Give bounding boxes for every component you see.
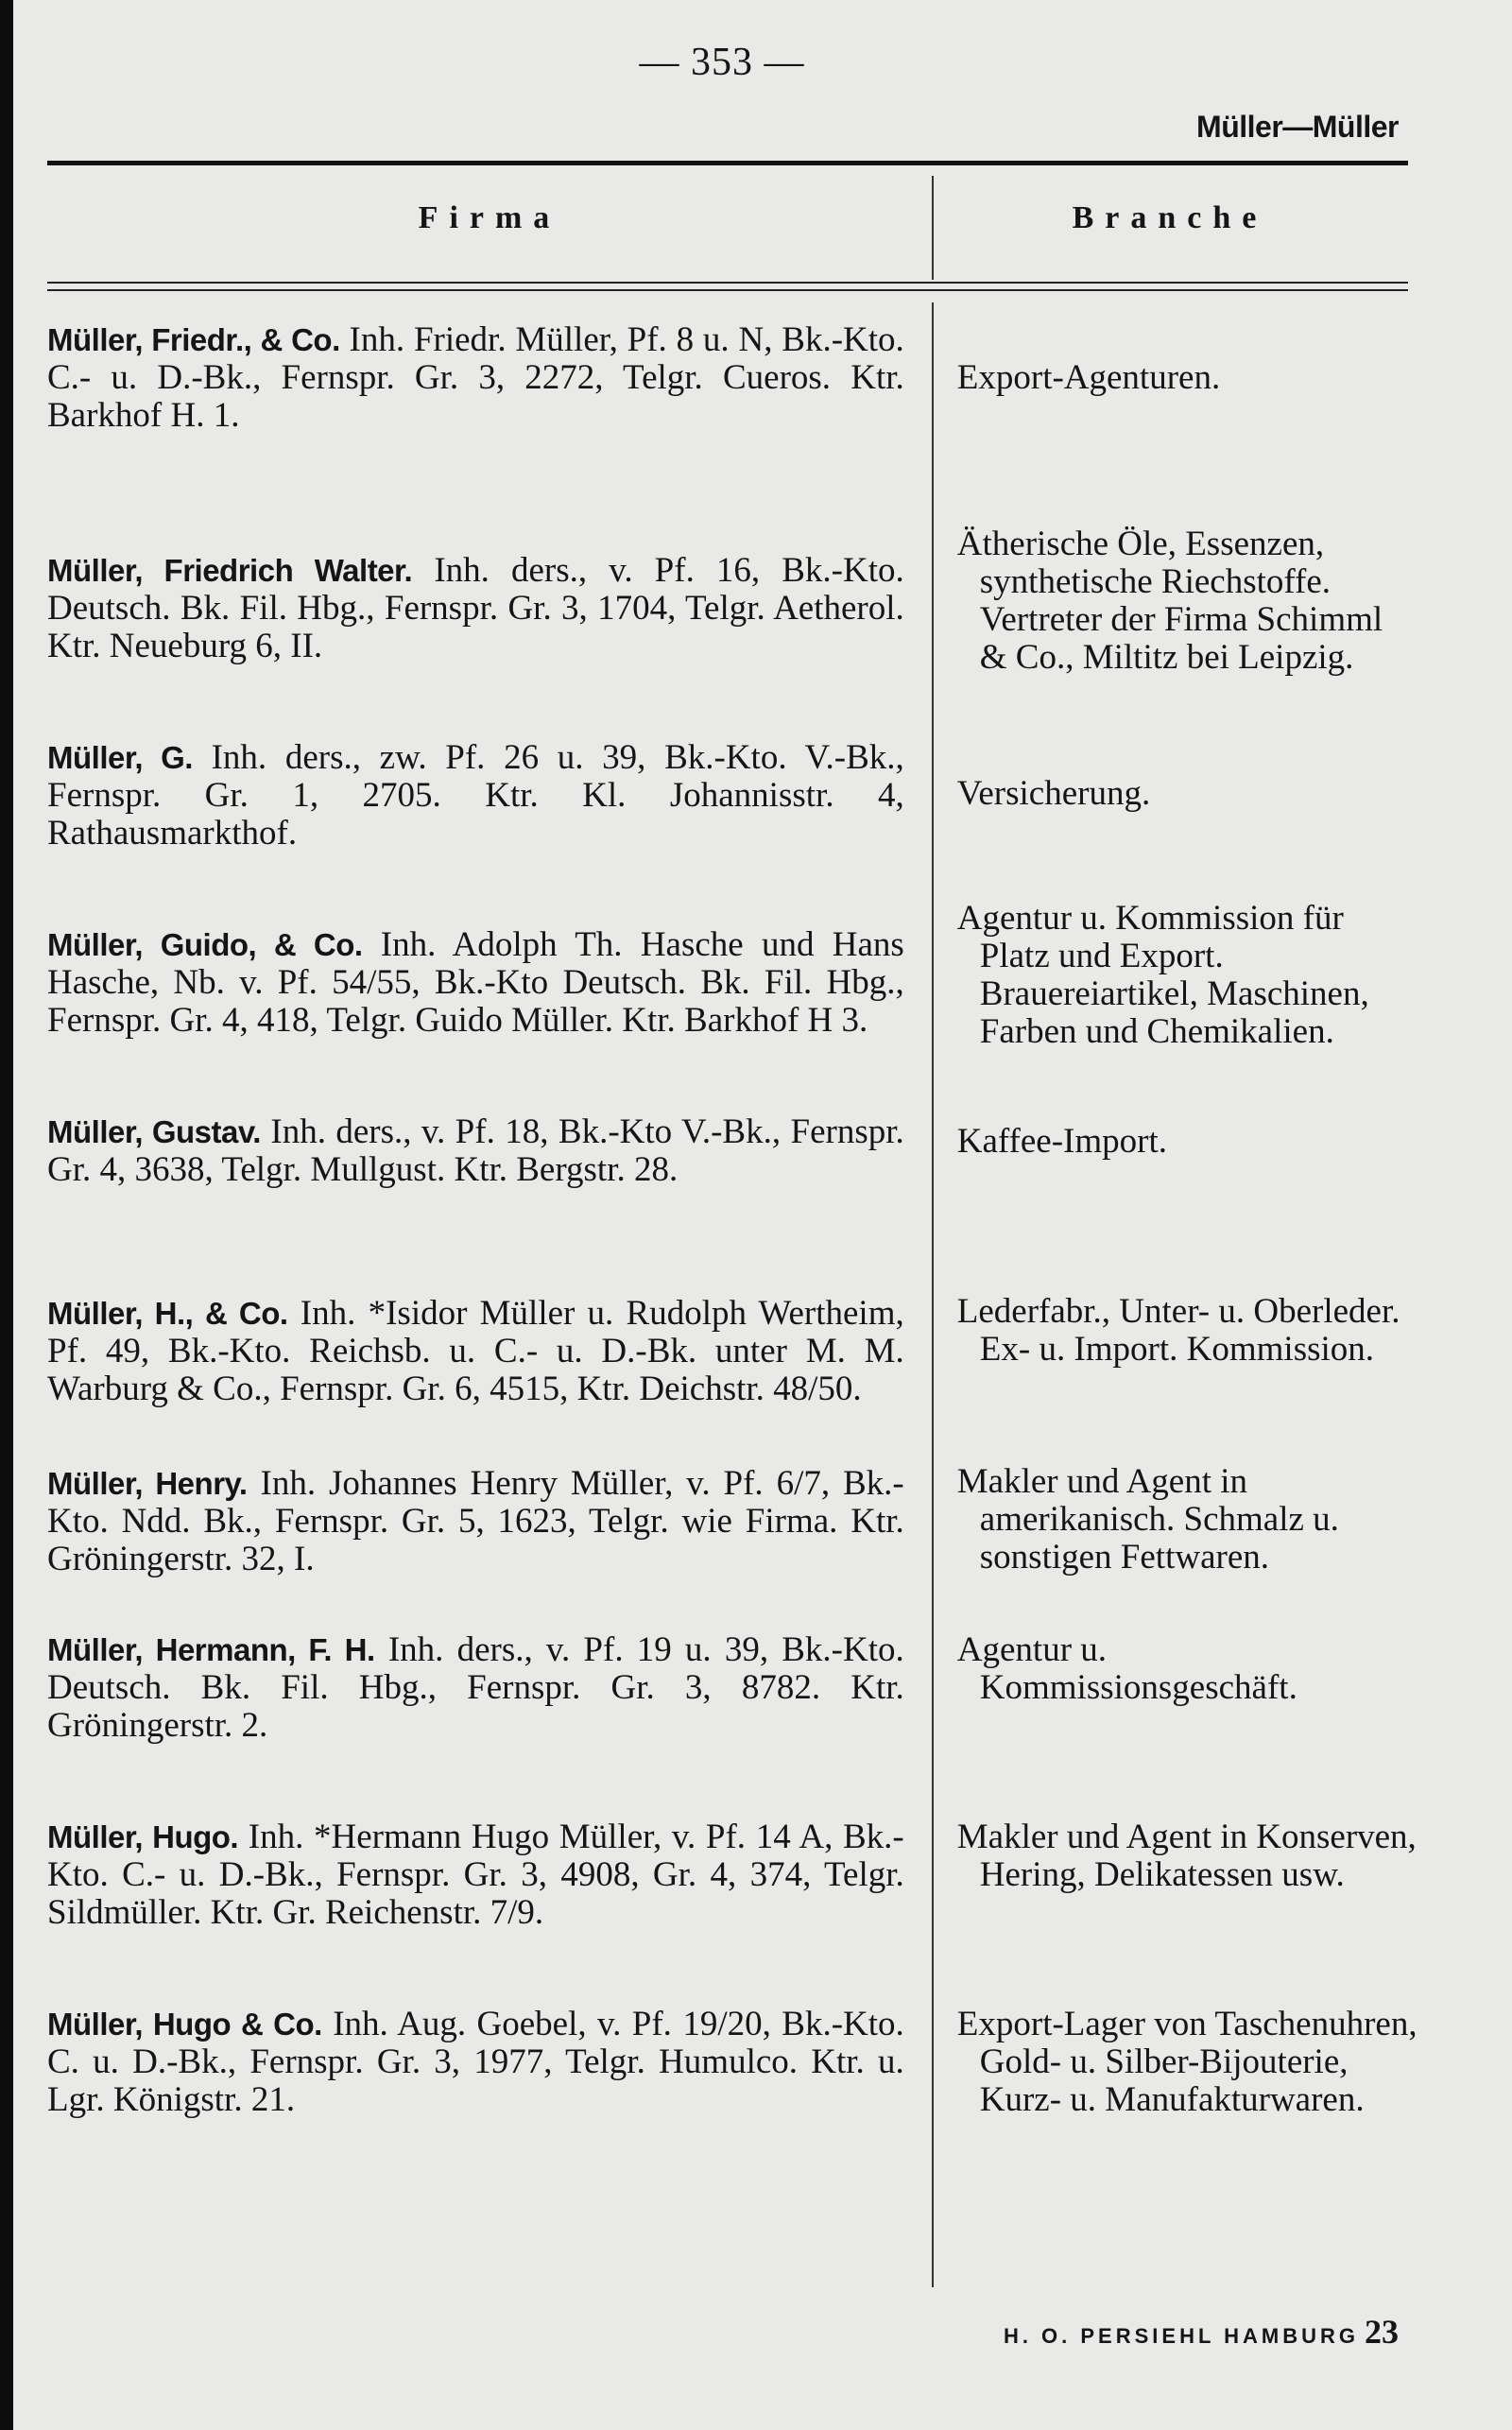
entry-branche: Lederfabr., Unter- u. Oberleder. Ex- u. Import. Kommission. — [956, 1292, 1400, 1369]
entry-branche: Agentur u. Kommission für Platz und Export. Brauereiartikel, Maschinen, Farben und Chemikalien. — [956, 899, 1369, 1051]
entry-branche: Kaffee-Import. — [956, 1122, 1168, 1161]
directory-entry — [47, 696, 1418, 883]
entry-firma — [47, 321, 914, 435]
printer-imprint — [1004, 2312, 1399, 2352]
entry-branche: Ätherische Öle, Essenzen, synthetische Riechstoffe. Vertreter der Firma Schimml & Co., Miltitz bei Leipzig. — [956, 525, 1383, 677]
directory-entry — [47, 1444, 1418, 1631]
column-header-firma: Firma — [418, 200, 561, 235]
running-head: Müller—Müller — [1196, 110, 1399, 144]
header-rule-bottom-1 — [47, 282, 1408, 284]
entry-name: Müller, Guido, & Co. — [47, 927, 363, 962]
entry-name: Müller, Hugo. — [47, 1819, 239, 1854]
entry-branche: Versicherung. — [956, 774, 1151, 813]
entry-firma — [47, 552, 914, 665]
entry-name: Müller, Hermann, F. H. — [47, 1632, 375, 1667]
entry-firma — [47, 1465, 914, 1578]
entry-details: Inh. Aug. Goebel, v. Pf. 19/20, Bk.-Kto. C. u. D.-Bk., Fernspr. Gr. 3, 1977, Telgr. Humulco. Ktr. u. Lgr. Königstr. 21. — [47, 2005, 904, 2119]
directory-entry — [47, 1257, 1418, 1444]
directory-entry — [47, 1631, 1418, 1818]
entry-firma — [47, 1631, 914, 1745]
entry-firma — [47, 739, 914, 853]
entry-name: Müller, Hugo & Co. — [47, 2007, 322, 2042]
entry-details: Inh. *Isidor Müller u. Rudolph Wertheim, Pf. 49, Bk.-Kto. Reichsb. u. C.- u. D.-Bk. unter M. M. Warburg & Co., Fernspr. Gr. 6, 4515, Ktr. Deichstr. 48/50. — [47, 1294, 904, 1408]
directory-entry — [47, 883, 1418, 1070]
entry-name: Müller, Gustav. — [47, 1114, 261, 1149]
column-header-branche: Branche — [1072, 200, 1268, 235]
entry-branche: Export-Lager von Taschenuhren, Gold- u. Silber-Bijouterie, Kurz- u. Manufakturwaren. — [956, 2005, 1418, 2119]
entry-details: Inh. ders., v. Pf. 19 u. 39, Bk.-Kto. Deutsch. Bk. Fil. Hbg., Fernspr. Gr. 3, 8782. Ktr. Gröningerstr. 2. — [47, 1630, 904, 1745]
page-number: — 353 — — [639, 41, 805, 84]
signature-mark: 23 — [1365, 2313, 1399, 2351]
entry-name: Müller, Henry. — [47, 1466, 248, 1501]
entry-list — [47, 321, 1418, 2193]
entry-name: Müller, Friedrich Walter. — [47, 553, 413, 588]
entry-details: Inh. Friedr. Müller, Pf. 8 u. N, Bk.-Kto. C.- u. D.-Bk., Fernspr. Gr. 3, 2272, Telgr. Cueros. Ktr. Barkhof H. 1. — [47, 320, 904, 435]
entry-firma — [47, 2006, 914, 2119]
header-rule-top — [47, 161, 1408, 165]
entry-firma — [47, 926, 914, 1040]
directory-page — [13, 0, 1512, 2430]
entry-details: Inh. Adolph Th. Hasche und Hans Hasche, Nb. v. Pf. 54/55, Bk.-Kto Deutsch. Bk. Fil. Hbg., Fernspr. Gr. 4, 418, Telgr. Guido Müller. Ktr. Barkhof H 3. — [47, 925, 904, 1040]
entry-details: Inh. ders., v. Pf. 18, Bk.-Kto V.-Bk., Fernspr. Gr. 4, 3638, Telgr. Mullgust. Ktr. Bergstr. 28. — [47, 1112, 904, 1189]
entry-name: Müller, H., & Co. — [47, 1296, 288, 1331]
header-rule-bottom-2 — [47, 289, 1408, 291]
entry-details: Inh. Johannes Henry Müller, v. Pf. 6/7, Bk.-Kto. Ndd. Bk., Fernspr. Gr. 5, 1623, Telgr. wie Firma. Ktr. Gröningerstr. 32, I. — [47, 1464, 904, 1578]
page-edge — [0, 0, 13, 2430]
entry-firma — [47, 1818, 914, 1932]
printer-name: H. O. PERSIEHL HAMBURG — [1003, 2324, 1359, 2348]
entry-details: Inh. *Hermann Hugo Müller, v. Pf. 14 A, Bk.-Kto. C.- u. D.-Bk., Fernspr. Gr. 3, 4908, Gr. 4, 374, Telgr. Sildmüller. Ktr. Gr. Reichenstr. 7/9. — [47, 1818, 904, 1932]
directory-entry — [47, 1070, 1418, 1257]
entry-details: Inh. ders., zw. Pf. 26 u. 39, Bk.-Kto. V.-Bk., Fernspr. Gr. 1, 2705. Ktr. Kl. Johannisstr. 4, Rathausmarkthof. — [47, 738, 904, 853]
entry-branche: Makler und Agent in Konserven, Hering, Delikatessen usw. — [956, 1818, 1417, 1894]
entry-name: Müller, Friedr., & Co. — [47, 322, 340, 357]
entry-details: Inh. ders., v. Pf. 16, Bk.-Kto. Deutsch. Bk. Fil. Hbg., Fernspr. Gr. 3, 1704, Telgr. Aetherol. Ktr. Neueburg 6, II. — [47, 551, 904, 665]
directory-entry — [47, 2006, 1418, 2193]
directory-entry — [47, 1818, 1418, 2006]
entry-branche: Makler und Agent in amerikanisch. Schmalz u. sonstigen Fettwaren. — [956, 1462, 1339, 1577]
entry-firma — [47, 1295, 914, 1408]
entry-branche: Agentur u. Kommissionsgeschäft. — [956, 1630, 1297, 1707]
directory-entry — [47, 508, 1418, 696]
header-column-divider — [932, 176, 934, 280]
directory-entry — [47, 321, 1418, 508]
entry-firma — [47, 1113, 914, 1189]
entry-name: Müller, G. — [47, 740, 193, 775]
entry-branche: Export-Agenturen. — [956, 358, 1221, 397]
